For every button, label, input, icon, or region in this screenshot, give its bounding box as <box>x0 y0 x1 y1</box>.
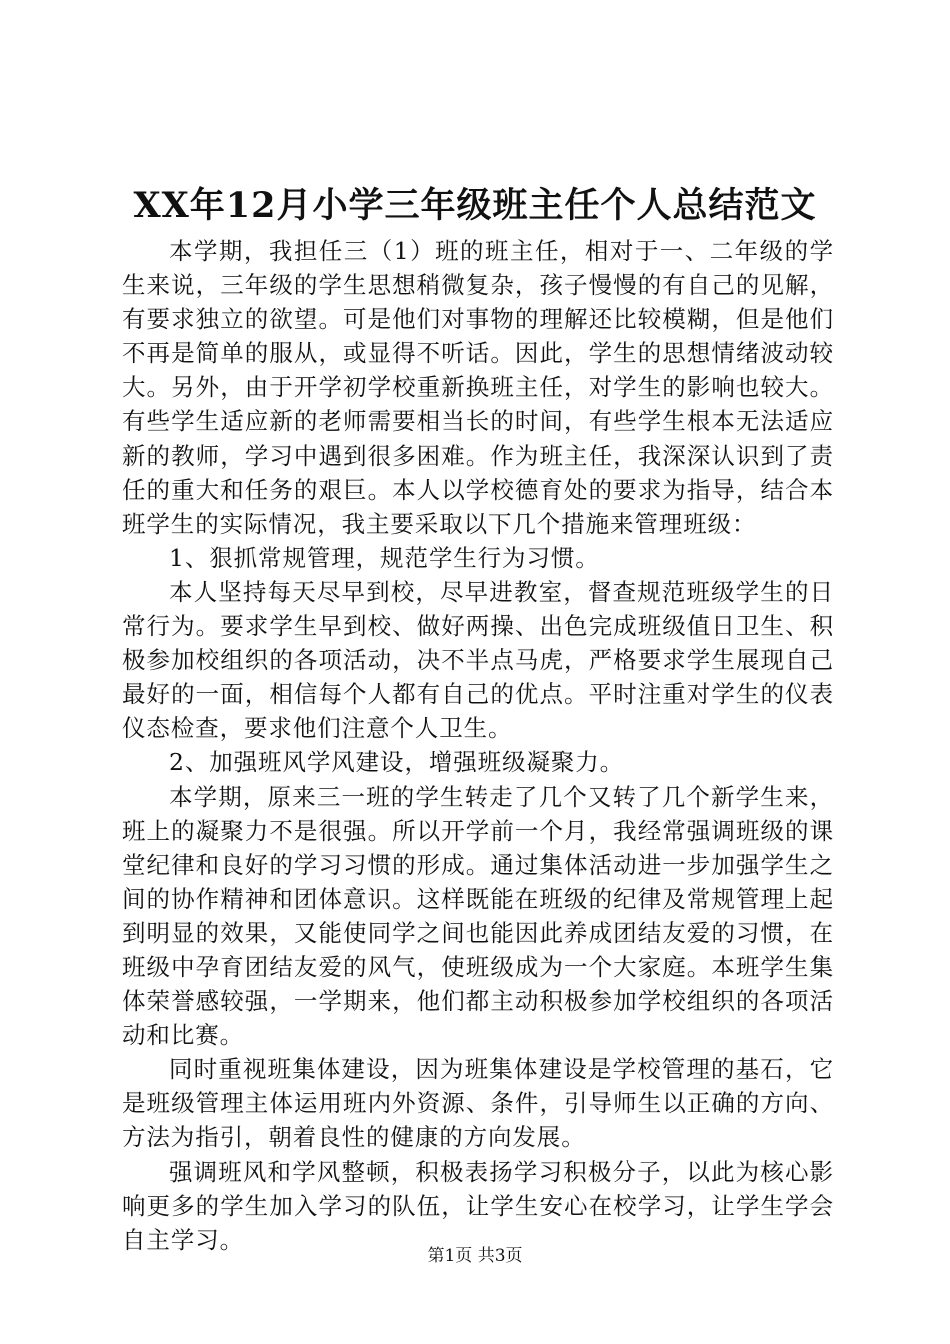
paragraph: 本学期，我担任三（1）班的班主任，相对于一、二年级的学生来说，三年级的学生思想稍微复杂，孩子慢慢的有自己的见解，有要求独立的欲望。可是他们对事物的理解还比较模糊，但是他们不再是简单的服从，或显得不听话。因此，学生的思想情绪波动较大。另外，由于开学初学校重新换班主任，对学生的影响也较大。有些学生适应新的老师需要相当长的时间，有些学生根本无法适应新的教师，学习中遇到很多困难。作为班主任，我深深认识到了责任的重大和任务的艰巨。本人以学校德育处的要求为指导，结合本班学生的实际情况，我主要采取以下几个措施来管理班级： <box>122 237 834 538</box>
paragraph: 本人坚持每天尽早到校，尽早进教室，督查规范班级学生的日常行为。要求学生早到校、做好两操、出色完成班级值日卫生、积极参加校组织的各项活动，决不半点马虎，严格要求学生展现自己最好的一面，相信每个人都有自己的优点。平时注重对学生的仪表仪态检查，要求他们注意个人卫生。 <box>122 577 834 743</box>
paragraph: 本学期，原来三一班的学生转走了几个又转了几个新学生来，班上的凝聚力不是很强。所以开学前一个月，我经常强调班级的课堂纪律和良好的学习习惯的形成。通过集体活动进一步加强学生之间的协作精神和团体意识。这样既能在班级的纪律及常规管理上起到明显的效果，又能使同学之间也能因此养成团结友爱的习惯，在班级中孕育团结友爱的风气，使班级成为一个大家庭。本班学生集体荣誉感较强，一学期来，他们都主动积极参加学校组织的各项活动和比赛。 <box>122 782 834 1050</box>
paragraph: 1、狠抓常规管理，规范学生行为习惯。 <box>169 543 600 572</box>
page-footer: 第1页 共3页 <box>427 1246 523 1266</box>
paragraph: 2、加强班风学风建设，增强班级凝聚力。 <box>169 748 625 777</box>
document-body <box>122 234 834 1257</box>
document-title: XX年12月小学三年级班主任个人总结范文 <box>133 185 817 226</box>
paragraph: 强调班风和学风整顿，积极表扬学习积极分子，以此为核心影响更多的学生加入学习的队伍，让学生安心在校学习，让学生学会自主学习。 <box>122 1157 834 1254</box>
paragraph: 同时重视班集体建设，因为班集体建设是学校管理的基石，它是班级管理主体运用班内外资源、条件，引导师生以正确的方向、方法为指引，朝着良性的健康的方向发展。 <box>122 1055 834 1152</box>
